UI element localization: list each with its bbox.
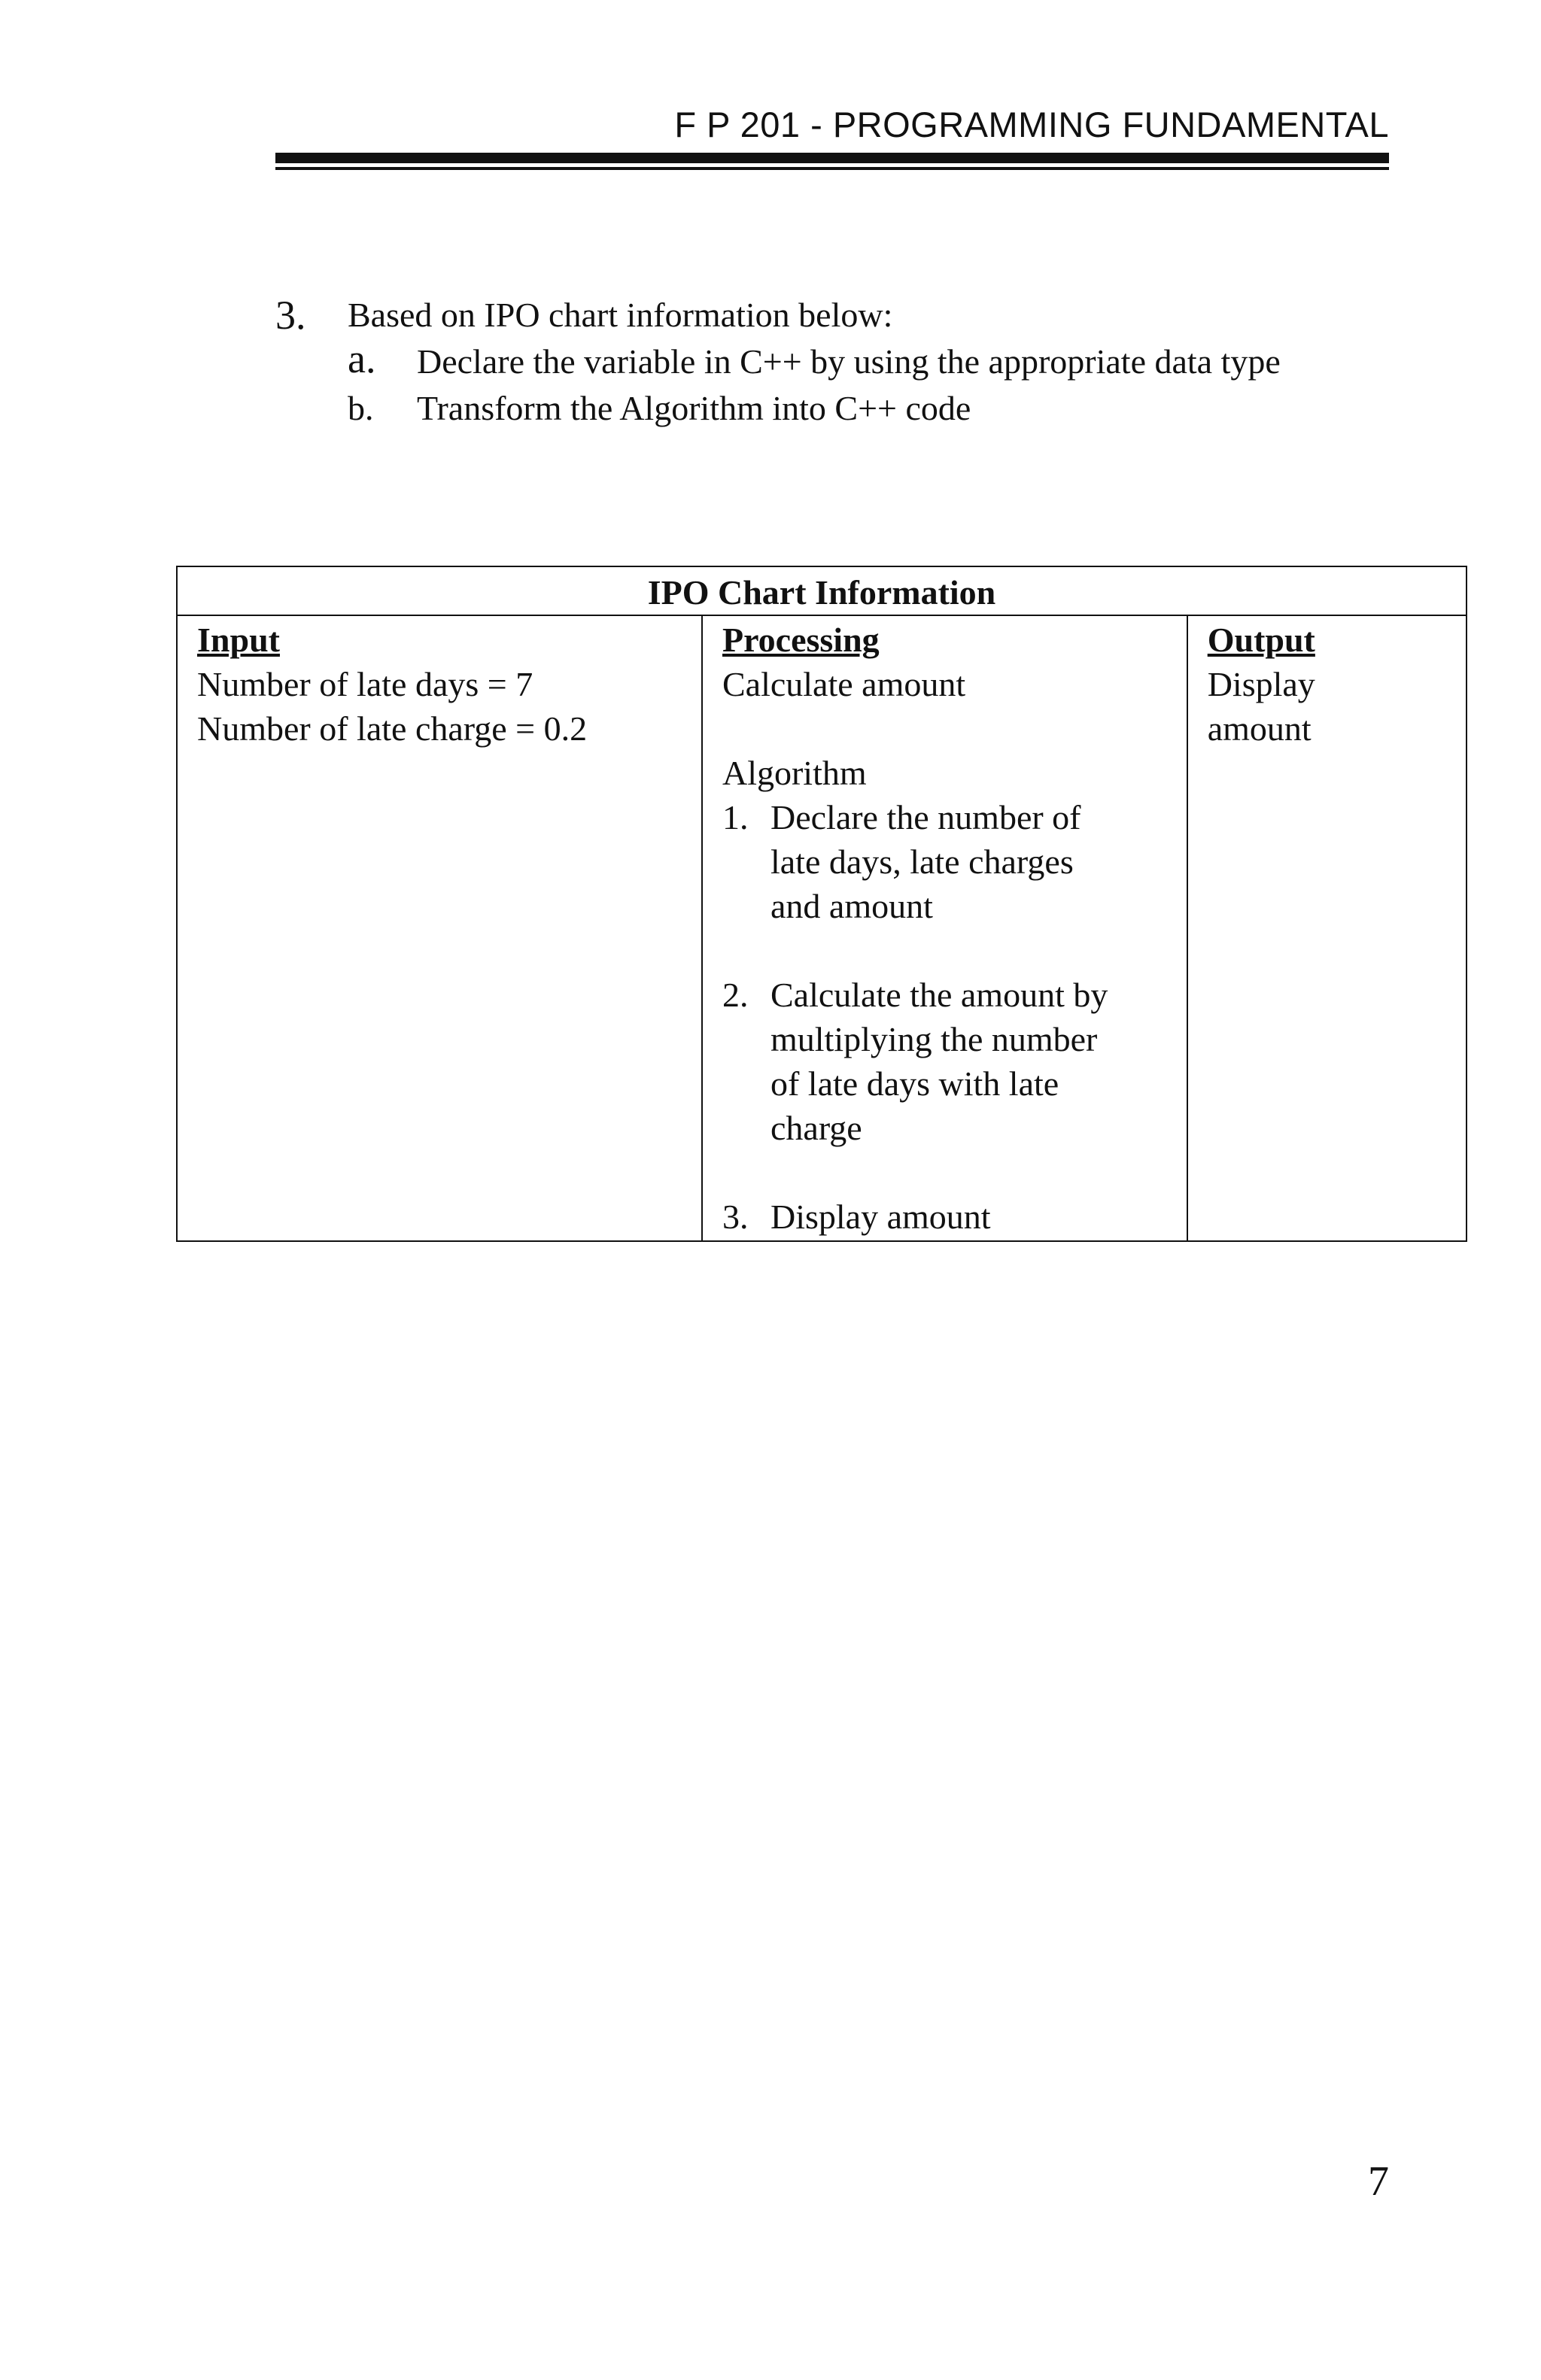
step-number: 2. xyxy=(722,976,749,1014)
part-letter: a. xyxy=(348,336,376,381)
step-line: Calculate the amount by xyxy=(770,976,1108,1014)
processing-column xyxy=(702,615,1187,1241)
step-number: 3. xyxy=(722,1198,749,1236)
algorithm-step xyxy=(722,795,1167,928)
question-part-a xyxy=(275,338,1404,385)
step-line: multiplying the number xyxy=(770,1020,1098,1058)
algorithm-step xyxy=(722,1195,1167,1239)
step-line: late days, late charges xyxy=(770,842,1074,881)
output-line: Display xyxy=(1207,665,1315,703)
part-text: Declare the variable in C++ by using the appropriate data type xyxy=(417,342,1281,381)
algorithm-label: Algorithm xyxy=(722,754,867,792)
page-number: 7 xyxy=(1368,2158,1389,2205)
output-column xyxy=(1187,615,1467,1241)
step-number: 1. xyxy=(722,798,749,836)
input-line: Number of late charge = 0.2 xyxy=(197,709,588,748)
ipo-chart-table xyxy=(176,566,1467,1242)
step-line: Display amount xyxy=(770,1198,991,1236)
output-heading: Output xyxy=(1207,621,1315,659)
algorithm-step xyxy=(722,973,1167,1150)
question-number: 3. xyxy=(275,293,306,338)
step-line: of late days with late xyxy=(770,1064,1059,1103)
question-line xyxy=(275,292,1404,338)
input-line: Number of late days = 7 xyxy=(197,665,533,703)
part-letter: b. xyxy=(348,389,374,427)
step-line: and amount xyxy=(770,887,933,925)
header-rule-thin xyxy=(275,167,1389,170)
spacer xyxy=(722,1150,1167,1195)
question-text: Based on IPO chart information below: xyxy=(348,296,893,334)
input-column xyxy=(177,615,702,1241)
question-part-b xyxy=(275,385,1404,432)
question-block xyxy=(275,292,1404,432)
processing-task: Calculate amount xyxy=(722,665,966,703)
header-rule-thick xyxy=(275,153,1389,163)
processing-heading: Processing xyxy=(722,621,880,659)
spacer xyxy=(722,928,1167,973)
spacer xyxy=(722,706,1167,751)
step-line: charge xyxy=(770,1109,862,1147)
step-line: Declare the number of xyxy=(770,798,1081,836)
input-heading: Input xyxy=(197,621,280,659)
page-header-title: F P 201 - PROGRAMMING FUNDAMENTAL xyxy=(674,105,1389,144)
part-text: Transform the Algorithm into C++ code xyxy=(417,389,971,427)
output-line: amount xyxy=(1207,709,1312,748)
ipo-chart-title: IPO Chart Information xyxy=(177,566,1467,615)
